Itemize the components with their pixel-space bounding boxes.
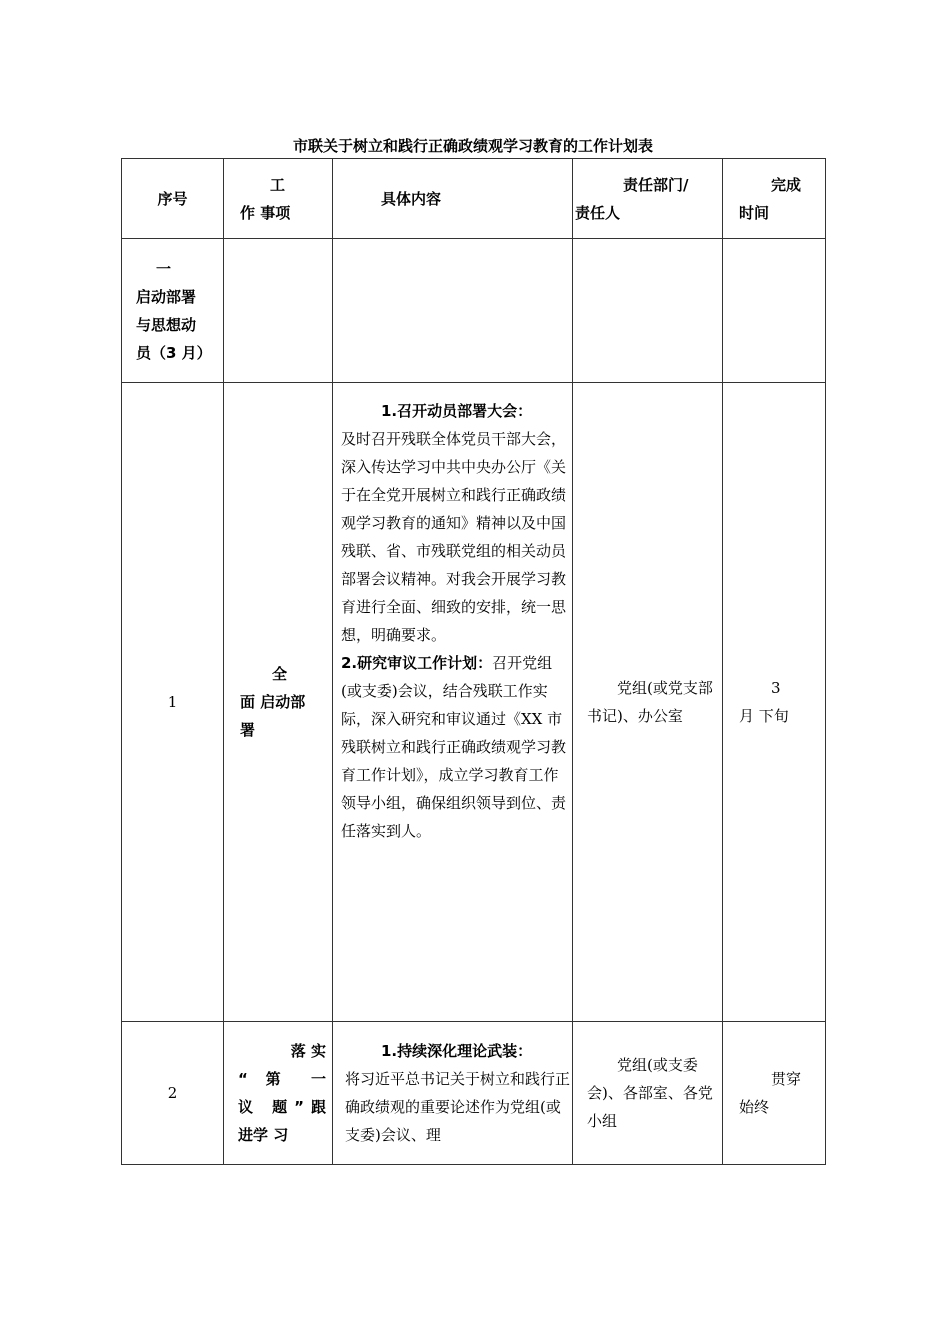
- row-time: 贯穿 始终: [723, 1022, 826, 1165]
- section-row: [122, 239, 826, 383]
- document-title: 市联关于树立和践行正确政绩观学习教育的工作计划表: [292, 137, 653, 155]
- row-dept: 党组(或党支部书记)、办公室: [573, 383, 723, 1022]
- header-seq: 序号: [122, 159, 224, 239]
- header-item: 工 作 事项: [224, 159, 333, 239]
- row-content: 1.持续深化理论武装： 将习近平总书记关于树立和践行正确政绩观的重要论述作为党组(或支委)会议、理: [333, 1022, 573, 1165]
- row-seq: 2: [122, 1022, 224, 1165]
- row-item: 全 面 启动部 署: [224, 383, 333, 1022]
- section-title: 一 启动部署 与思想动 员（3 月）: [122, 239, 224, 383]
- section-empty-item: [224, 239, 333, 383]
- table-row: [122, 1022, 826, 1165]
- row-time: 3 月 下旬: [723, 383, 826, 1022]
- row-seq: 1: [122, 383, 224, 1022]
- row-content: 1.召开动员部署大会： 及时召开残联全体党员干部大会，深入传达学习中共中央办公厅《关于在全党开展树立和践行正确政绩观学习教育的通知》精神以及中国残联、省、市残联党组的相关动员部署会议精神。对我会开展学习教育进行全面、细致的安排，统一思想，明确要求。 2.研究审议工作计划：召开党组(或支委)会议，结合残联工作实际，深入研究和审议通过《XX 市残联树立和践行正确政绩观学习教育工作计划》，成立学习教育工作领导小组，确保组织领导到位、责任落实到人。: [333, 383, 573, 1022]
- row-dept: 党组(或支委会)、各部室、各党小组: [573, 1022, 723, 1165]
- section-empty-content: [333, 239, 573, 383]
- table-row: [122, 383, 826, 1022]
- section-empty-time: [723, 239, 826, 383]
- row-item: 落 实 “ 第 一 议 题”跟 进学 习: [224, 1022, 333, 1165]
- work-plan-table: [121, 158, 826, 1165]
- header-dept: 责任部门/ 责任人: [573, 159, 723, 239]
- header-content: 具体内容: [333, 159, 573, 239]
- header-time: 完成 时间: [723, 159, 826, 239]
- header-row: [122, 159, 826, 239]
- section-empty-dept: [573, 239, 723, 383]
